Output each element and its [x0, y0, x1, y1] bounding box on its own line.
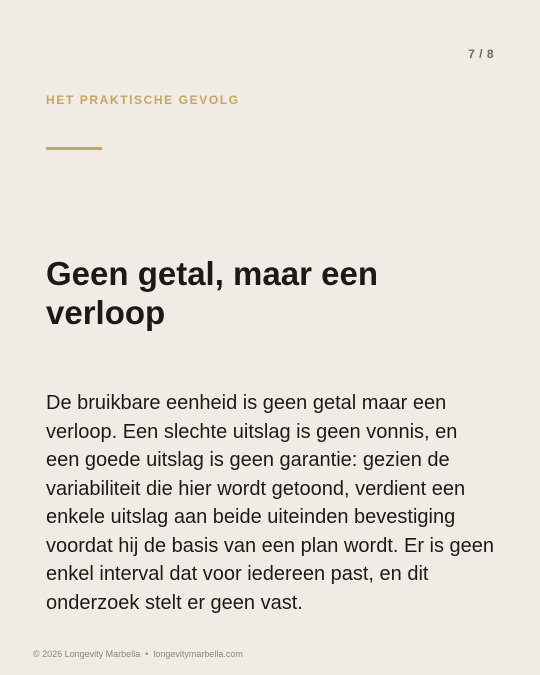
page-counter: 7 / 8 [468, 47, 494, 61]
section-eyebrow: HET PRAKTISCHE GEVOLG [46, 93, 240, 107]
body-paragraph: De bruikbare eenheid is geen getal maar een verloop. Een slechte uitslag is geen vonnis, en een goede uitslag is geen garantie: gezien de variabiliteit die hier wordt getoond, verdient een enkele uitslag aan beide uiteinden bevestiging voordat hij de basis van een plan wordt. Er is geen enkel interval dat voor iedereen past, en dit onderzoek stelt er geen vast. [46, 392, 495, 614]
page-title: Geen getal, maar een verloop [46, 255, 378, 331]
footer [33, 649, 243, 659]
footer-website-link[interactable]: longevitymarbella.com [153, 649, 243, 659]
footer-separator: • [145, 649, 149, 659]
accent-divider [46, 147, 102, 150]
footer-copyright: © 2026 Longevity Marbella [33, 649, 141, 659]
